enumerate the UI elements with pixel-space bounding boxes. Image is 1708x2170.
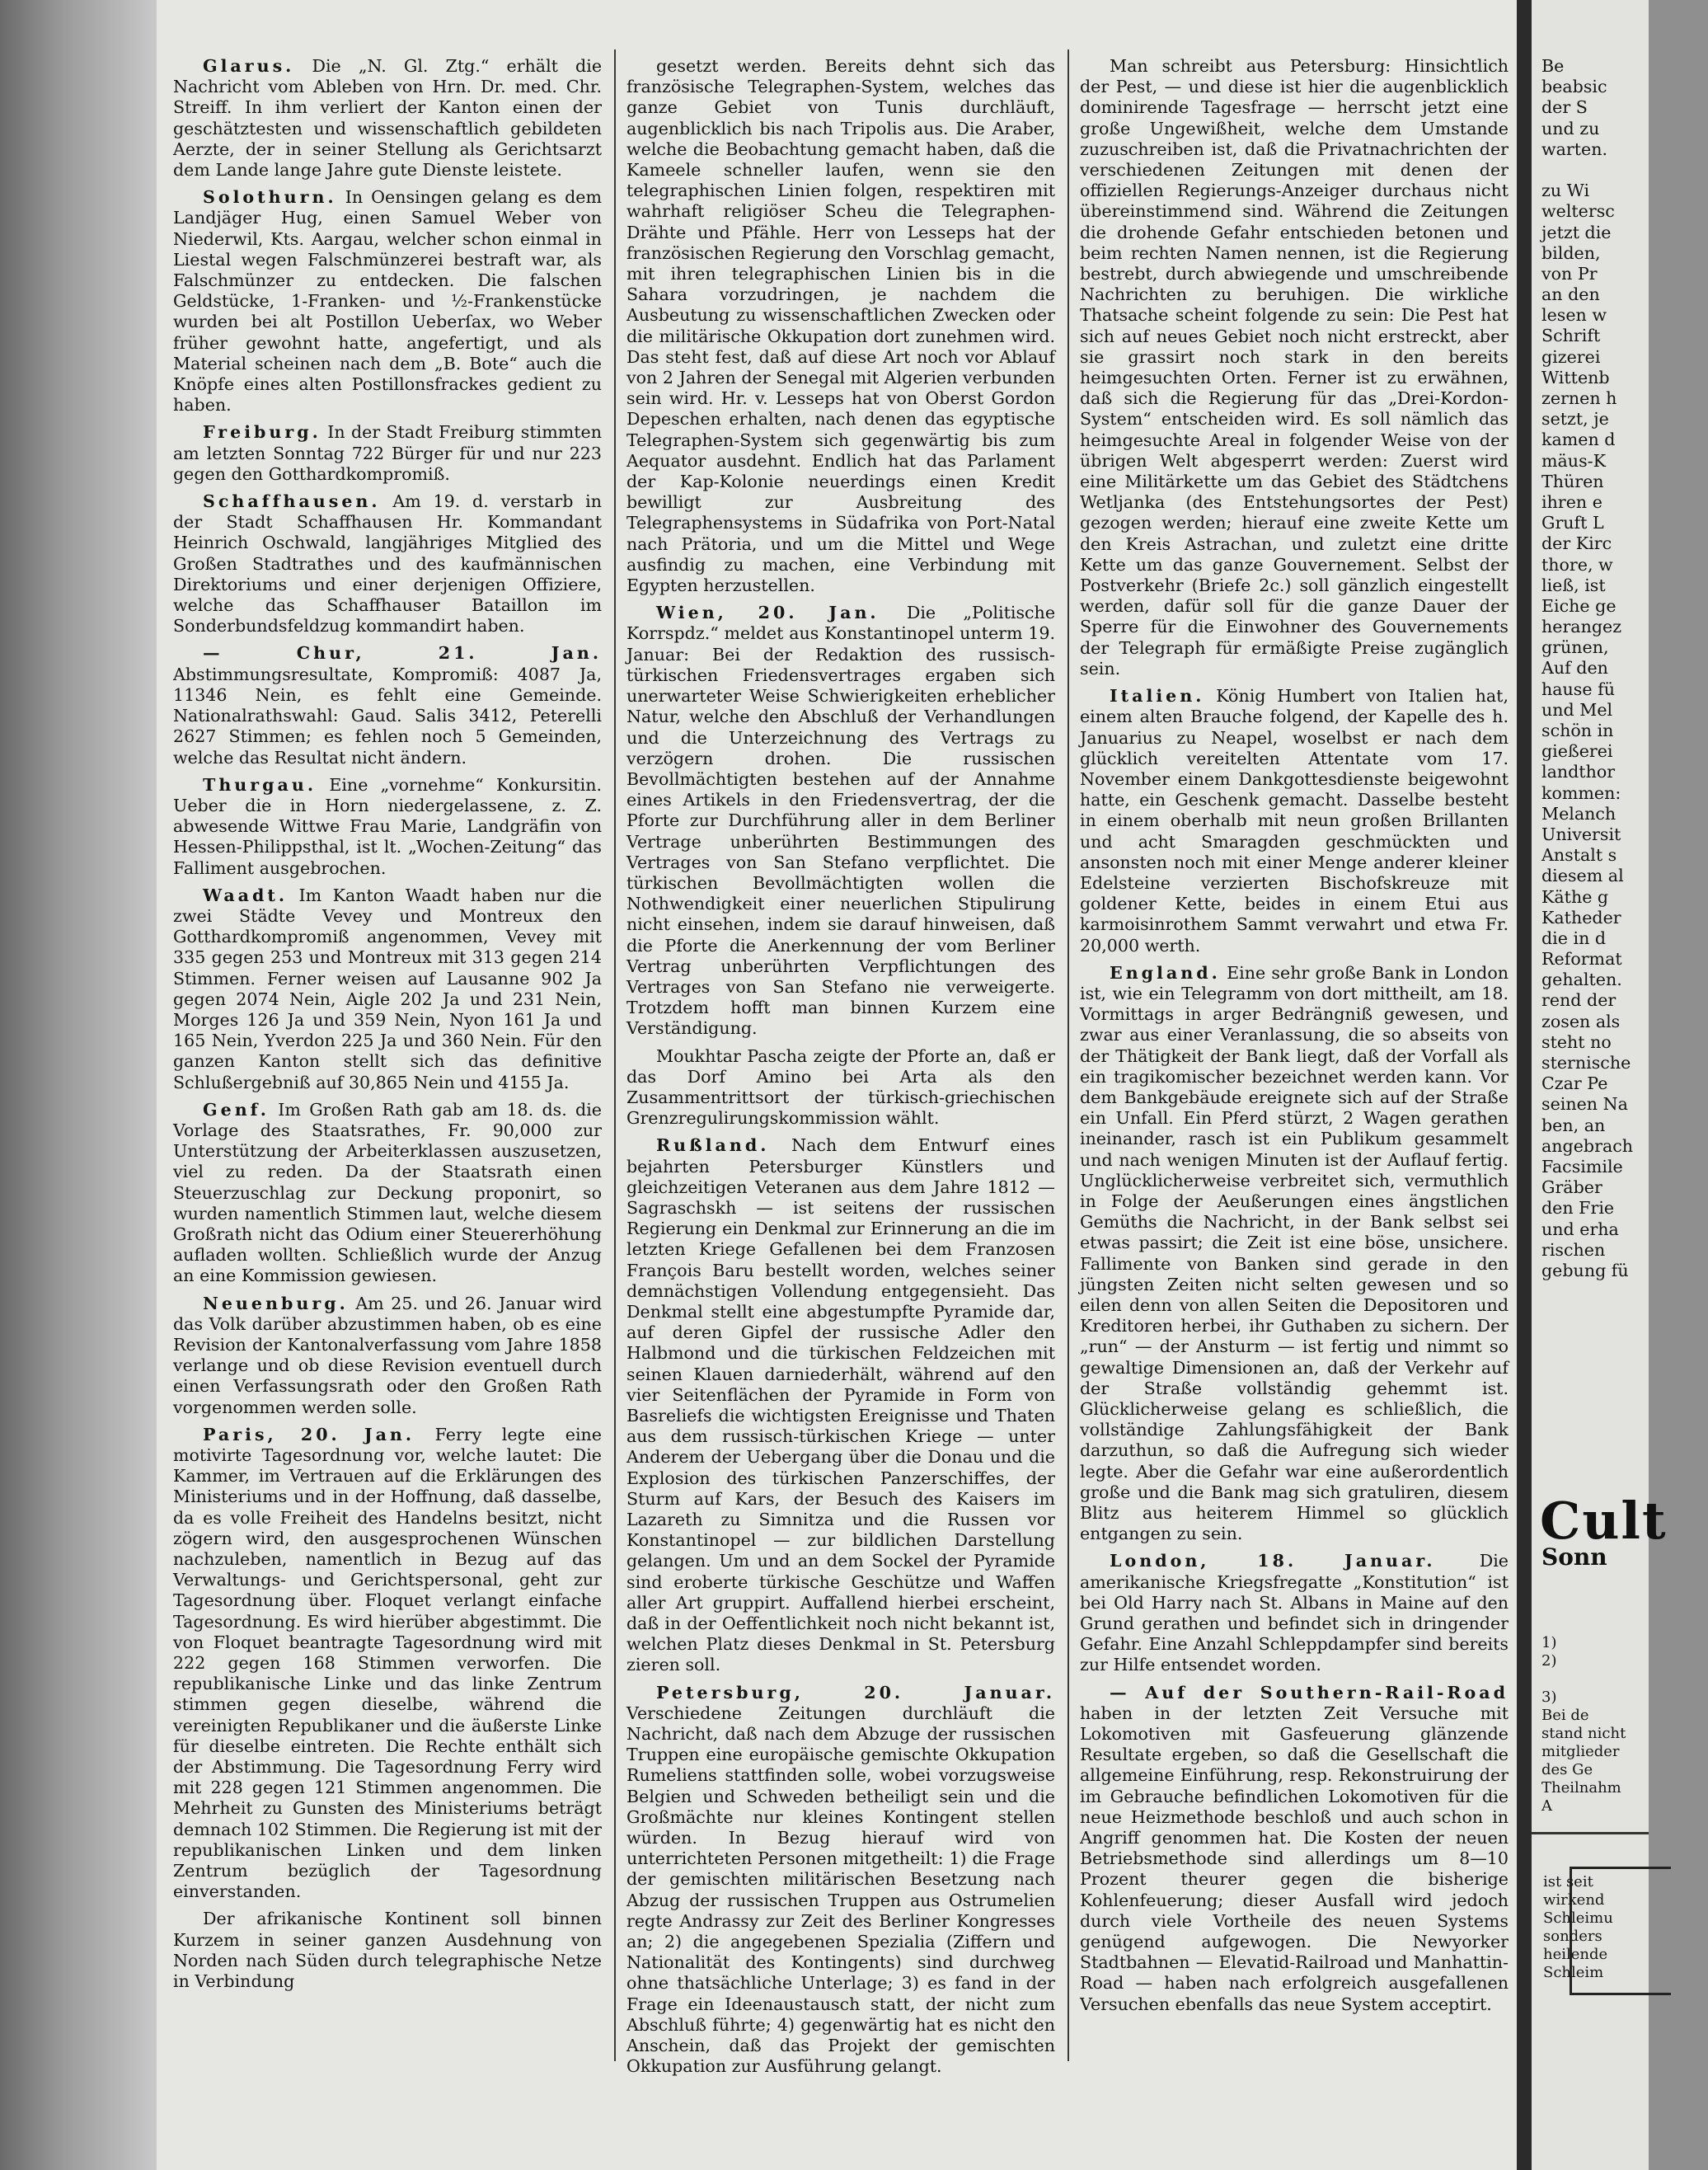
fragment-line: gizerei bbox=[1541, 346, 1601, 367]
fragment-line: ben, an bbox=[1541, 1115, 1606, 1135]
article-text: Moukhtar Pascha zeigte der Pforte an, daß er das Dorf Amino bei Arta als den Zusammentrittsort der türkisch-griechischen Grenzregulirungskommission wählt. bbox=[626, 1045, 1055, 1129]
fragment-line: gehalten. bbox=[1541, 970, 1622, 990]
fragment-line: A bbox=[1541, 1797, 1552, 1815]
fragment-line: Käthe g bbox=[1541, 886, 1609, 907]
column-1 bbox=[173, 56, 602, 1999]
fragment-line: mitglieder bbox=[1541, 1743, 1620, 1760]
fragment-line: ist seit bbox=[1543, 1873, 1593, 1891]
article-paragraph bbox=[626, 1135, 1055, 1675]
article-paragraph bbox=[173, 187, 602, 416]
article-paragraph bbox=[173, 56, 602, 181]
article-dateline: — Auf der Southern-Rail-Road bbox=[1110, 1682, 1509, 1703]
article-paragraph bbox=[173, 1425, 602, 1903]
fragment-line: Czar Pe bbox=[1541, 1073, 1608, 1094]
fragment-line: Auf den bbox=[1541, 658, 1608, 679]
article-paragraph bbox=[173, 422, 602, 485]
fragment-line: lesen w bbox=[1541, 305, 1607, 326]
article-dateline: Solothurn. bbox=[203, 187, 337, 208]
fragment-line: angebrach bbox=[1541, 1135, 1634, 1156]
fragment-line: grünen, bbox=[1541, 637, 1609, 658]
article-dateline: Schaffhausen. bbox=[203, 491, 381, 512]
fragment-line: heilende bbox=[1543, 1946, 1608, 1963]
fragment-line: Wittenb bbox=[1541, 367, 1610, 388]
fragment-line: und Mel bbox=[1541, 699, 1613, 720]
fragment-line: Gräber bbox=[1541, 1177, 1602, 1198]
article-paragraph bbox=[173, 1909, 602, 1992]
fragment-line: Thüren bbox=[1541, 471, 1604, 491]
article-text: Die „Politische Korrspdz.“ meldet aus Konstantinopel unterm 19. Januar: Bei der Redaktion des russisch-türkischen Friedensvertrages ergaben sich unerwarteter Weise Schwierigkeiten erheblicher Natur, welche den Abschluß der Verhandlungen und die Unterzeichnung des Vertrags zu verzögern drohen. Die russischen Bevollmächtigten bestehen auf der Annahme eines Artikels in den Friedensvertrag, der die Pforte zur Durchführung aller in dem Berliner Vertrage unberührten Bestimmungen des Vertrages von San Stefano verpflichtet. Die türkischen Bevollmächtigten wollen die Nothwendigkeit einer neuerlichen Stipulirung nicht einsehen, indem sie darauf hinweisen, daß die Pforte die Anerkennung der vom Berliner Vertrag unberührten Verpflichtungen des Vertrages von San Stefano nie verweigerte. Trotzdem hofft man binnen Kurzem eine Verständigung. bbox=[626, 603, 1056, 1039]
fragment-line: Theilnahm bbox=[1541, 1779, 1621, 1797]
newspaper-page bbox=[157, 0, 1517, 2170]
adjacent-rule bbox=[1532, 1832, 1649, 1834]
article-dateline: Wien, 20. Jan. bbox=[656, 603, 880, 623]
fragment-line: zosen als bbox=[1541, 1011, 1621, 1031]
column-divider-1 bbox=[614, 49, 616, 2061]
article-dateline: England. bbox=[1110, 962, 1221, 983]
article-dateline: Waadt. bbox=[203, 885, 289, 905]
fragment-line: mäus-K bbox=[1541, 450, 1606, 471]
article-text: Abstimmungsresultate, Kompromiß: 4087 Ja, 11346 Nein, es fehlt eine Gemeinde. Nationalrathswahl: Gaud. Salis 3412, Peterelli 2627 Stimmen; es fehlen noch 5 Gemeinden, welche das Resultat nicht ändern. bbox=[173, 664, 602, 768]
article-paragraph bbox=[626, 1046, 1055, 1130]
fragment-line: Reformat bbox=[1541, 949, 1622, 970]
article-text: Die „N. Gl. Ztg.“ erhält die Nachricht vom Ableben von Hrn. Dr. med. Chr. Streiff. In ihm verliert der Kanton einen der geschätztesten und wissenschaftlich gebildeten Aerzte, der in seiner Stellung als Gerichtsarzt dem Lande lange Jahre gute Dienste leistete. bbox=[173, 56, 603, 181]
fragment-line: und zu bbox=[1541, 118, 1600, 139]
fragment-line: 2) bbox=[1541, 1652, 1557, 1670]
adjacent-column-fragment bbox=[1541, 56, 1706, 1281]
fragment-line: Katheder bbox=[1541, 907, 1621, 928]
adjacent-heading: Cult bbox=[1540, 1491, 1668, 1551]
fragment-line: diesem al bbox=[1541, 866, 1624, 886]
fragment-line: steht no bbox=[1541, 1031, 1612, 1052]
article-paragraph bbox=[626, 1683, 1055, 2078]
article-text: Man schreibt aus Petersburg: Hinsichtlich der Pest, — und diese ist hier die augenblicklich dominirende Tagesfrage — herrscht jetzt eine große Ungewißheit, welche dem Umstande zuzuschreiben ist, daß die Privatnachrichten der verschiedenen Zeitungen mit denen der offiziellen Regierungs-Anzeiger durchaus nicht übereinstimmend sind. Während die Zeitungen die drohende Gefahr entschieden betonen und beim rechten Namen nennen, ist die Regierung bestrebt, durch abwiegende und umschreibende Nachrichten zu beruhigen. Die wirkliche Thatsache scheint folgende zu sein: Die Pest hat sich auf neues Gebiet noch nicht erstreckt, aber sie grassirt noch stark in den bereits heimgesuchten Orten. Ferner ist zu erwähnen, daß sich die Regierung für das „Drei-Kordon-System“ entscheiden wird. Es soll nämlich das heimgesuchte Areal in folgender Weise von der übrigen Welt abgesperrt werden: Zuerst wird eine Militärkette um das Gebiet des Städtchens Wetljanka (des Entstehungsortes der Pest) gezogen werden; hierauf eine zweite Kette um den Kreis Astrachan, und zuletzt eine dritte Kette um das ganze Gouvernement. Selbst der Postverkehr (Briefe 2c.) soll gänzlich eingestellt werden, dafür soll für die ganze Dauer der Sperre für die Einwohner des Gouvernements der Telegraph für ermäßigte Preise zugänglich sein. bbox=[1080, 56, 1509, 679]
fragment-line: der Kirc bbox=[1541, 533, 1612, 554]
fragment-line: hause fü bbox=[1541, 679, 1615, 699]
article-paragraph bbox=[626, 603, 1055, 1039]
fragment-line: kommen: bbox=[1541, 782, 1621, 803]
fragment-line: Bei de bbox=[1541, 1707, 1589, 1724]
fragment-line: gießerei bbox=[1541, 741, 1613, 762]
fragment-line: Anstalt s bbox=[1541, 845, 1617, 866]
fragment-line: Eiche ge bbox=[1541, 595, 1616, 616]
fragment-line: Schleimu bbox=[1543, 1909, 1613, 1927]
article-dateline: London, 18. Januar. bbox=[1110, 1551, 1436, 1571]
fragment-line: den Frie bbox=[1541, 1198, 1615, 1219]
fragment-line: Schrift bbox=[1541, 326, 1601, 346]
article-text: Der afrikanische Kontinent soll binnen Kurzem in seiner ganzen Ausdehnung von Norden nach Süden durch telegraphische Netze in Verbindung bbox=[173, 1909, 602, 1992]
article-paragraph bbox=[626, 56, 1055, 596]
article-text: Eine sehr große Bank in London ist, wie ein Telegramm von dort mittheilt, am 18. Vormittags in arger Bedrängniß gewesen, und zwar aus einer Veranlassung, die so abseits von der Thätigkeit der Bank liegt, daß der Vorfall als ein tragikomischer bezeichnet werden kann. Vor dem Bankgebäude ereignete sich auf der Straße ein Unfall. Ein Pferd stürzt, 2 Wagen gerathen ineinander, rasch ist ein Publikum gesammelt und nach wenigen Minuten ist der Auflauf fertig. Unglücklicherweise verbreitet sich, vermuthlich in Folge der Aeußerungen eines ängstlichen Gemüths die Nachricht, in der Bank selbst sei etwas passirt; die Zeit ist eine böse, unsichere. Fallimente von Banken sind gerade in den jüngsten Zeiten nicht selten gewesen und so eilen denn von allen Seiten die Depositoren und Kreditoren herbei, ihr Guthaben zu sichern. Der „run“ — der Ansturm — ist fertig und nimmt so gewaltige Dimensionen an, daß der Verkehr auf der Straße vollständig gehemmt ist. Glücklicherweise gelang es schließlich, die vollständige Zahlungsfähigkeit der Bank darzuthun, so daß die Aufregung sich wieder legte. Aber die Gefahr war eine außerordentlich große und die Bank mag sich gratuliren, diesem Blitz aus heiterem Himmel so glücklich entgangen zu sein. bbox=[1080, 962, 1509, 1544]
fragment-line: der S bbox=[1541, 97, 1588, 118]
fragment-line: des Ge bbox=[1541, 1761, 1593, 1778]
fragment-line: ließ, ist bbox=[1541, 575, 1606, 595]
fragment-line: und erha bbox=[1541, 1219, 1619, 1239]
adjacent-subheading: Sonn bbox=[1541, 1543, 1607, 1571]
article-paragraph bbox=[173, 643, 602, 768]
fragment-line: sonders bbox=[1543, 1928, 1602, 1945]
article-paragraph bbox=[173, 1294, 602, 1418]
article-dateline: Italien. bbox=[1110, 686, 1205, 707]
fragment-line: seinen Na bbox=[1541, 1094, 1628, 1115]
fragment-line: wirkend bbox=[1543, 1891, 1605, 1909]
article-paragraph bbox=[1080, 686, 1509, 956]
column-3 bbox=[1080, 56, 1509, 2022]
fragment-line: sternische bbox=[1541, 1053, 1631, 1073]
article-paragraph bbox=[1080, 963, 1509, 1545]
fragment-line: 1) bbox=[1541, 1634, 1557, 1651]
fragment-line: herangez bbox=[1541, 617, 1622, 637]
article-text: König Humbert von Italien hat, einem alten Brauche folgend, der Kapelle des h. Januarius zu Neapel, woselbst er nach dem glücklich vereitelten Attentate vom 17. November einem Dankgottesdienste beigewohnt hatte, ein Geschenk gemacht. Dasselbe besteht in einem oberhalb mit neun großen Brillanten und acht Smaragden geschmückten und ansonsten noch mit einer Menge anderer kleiner Edelsteine verzierten Bischofskreuze mit goldener Kette, beides in einem Etui aus karmoisinrothem Sammt verwahrt und etwa Fr. 20,000 werth. bbox=[1080, 686, 1509, 956]
article-text: Am 19. d. verstarb in der Stadt Schaffhausen Hr. Kommandant Heinrich Oschwald, langjähriges Mitglied des Großen Stadtrathes und des kaufmännischen Direktoriums und einer derjenigen Offiziere, welche das Schaffhauser Bataillon im Sonderbundsfeldzug kommandirt haben. bbox=[173, 491, 603, 636]
fragment-line: 3) bbox=[1541, 1689, 1557, 1706]
fragment-line: stand nicht bbox=[1541, 1725, 1626, 1742]
article-text: Ferry legte eine motivirte Tagesordnung vor, welche lautet: Die Kammer, im Vertrauen auf die Erklärungen des Ministeriums und in der Hoffnung, daß dasselbe, da es volle Freiheit des Handelns besitzt, nicht zögern wird, den ausgesprochenen Wünschen nachzuleben, namentlich in Bezug auf das Verwaltungs- und Gerichtspersonal, geht zur Tagesordnung über. Floquet verlangt einfache Tagesordnung. Es wird hierüber abgestimmt. Die von Floquet beantragte Tagesordnung wird mit 222 gegen 168 Stimmen verworfen. Die republikanische Linke und das linke Zentrum stimmen gegen dieselbe, während die vereinigten Republikaner und die äußerste Linke für dieselbe eintreten. Die Rechte enthält sich der Abstimmung. Die Tagesordnung Ferry wird mit 228 gegen 121 Stimmen angenommen. Die Mehrheit zu Gunsten des Ministeriums beträgt demnach 102 Stimmen. Die Regierung ist mit der republikanischen Linken und dem linken Zentrum bezüglich der Tagesordnung einverstanden. bbox=[173, 1424, 602, 1902]
fragment-line: Facsimile bbox=[1541, 1156, 1623, 1177]
article-dateline: Genf. bbox=[203, 1099, 270, 1120]
fragment-line: an den bbox=[1541, 284, 1600, 305]
article-paragraph bbox=[1080, 56, 1509, 679]
fragment-line: setzt, je bbox=[1541, 409, 1609, 430]
article-text: Verschiedene Zeitungen durchläuft die Nachricht, daß nach dem Abzuge der russischen Truppen eine europäische gemischte Okkupation Rumeliens stattfinden solle, wobei vorzugsweise Belgien und Schweden betheiligt sein und die Großmächte nur kleines Kontingent stellen würden. In Bezug hierauf wird von unterrichteten Personen mitgetheilt: 1) die Frage der gemischten militärischen Besetzung nach Abzug der russischen Truppen aus Ostrumelien regte Andrassy zur Zeit des Berliner Kongresses an; 2) die angegebenen Spezialia (Ziffern und Nationalität des Kontingents) sind durchweg ohne thatsächliche Unterlage; 3) es fand in der Frage ein Ideenaustausch statt, der nicht zum Abschluß führte; 4) gegenwärtig hat es nicht den Anschein, daß das Projekt der gemischten Okkupation zur Ausführung gelangt. bbox=[626, 1703, 1055, 2077]
fragment-line: Schleim bbox=[1543, 1964, 1604, 1981]
page-gutter bbox=[1517, 0, 1532, 2170]
article-dateline: Neuenburg. bbox=[203, 1293, 349, 1313]
fragment-line: beabsic bbox=[1541, 77, 1607, 97]
article-text: Nach dem Entwurf eines bejahrten Petersburger Künstlers und gleichzeitigen Veteranen aus dem Jahre 1812 — Sagraschskh — ist seitens der russischen Regierung ein Denkmal zur Erinnerung an die im letzten Kriege Gefallenen bei dem Franzosen François Baru bestellt worden, welches seiner demnächstigen Vollendung entgegensieht. Das Denkmal stellt eine abgestumpfte Pyramide dar, auf deren Gipfel der russische Adler den Halbmond und die türkischen Feldzeichen mit seinen Klauen darniederhält, während auf den vier Seitenflächen der Pyramide in Form von Basreliefs die wichtigsten Ereignisse und Thaten aus dem russisch-türkischen Kriege — unter Anderem der Uebergang über die Donau und die Explosion des türkischen Panzerschiffes, der Sturm auf Kars, der Besuch des Kaisers im Lazareth zu Simnitza und die Russen vor Konstantinopel — zur bildlichen Darstellung gelangen. Um und an dem Sockel der Pyramide sind eroberte türkische Geschütze und Waffen aller Art gruppirt. Auffallend hierbei erscheint, daß in der Oeffentlichkeit noch nicht bekannt ist, welchen Platz dieses Denkmal in St. Petersburg zieren soll. bbox=[626, 1135, 1056, 1675]
article-paragraph bbox=[1080, 1683, 1509, 2015]
fragment-line: von Pr bbox=[1541, 263, 1598, 284]
article-text: haben in der letzten Zeit Versuche mit Lokomotiven mit Gasfeuerung glänzende Resultate ergeben, so daß die Gesellschaft die allgemeine Einführung, resp. Rekonstruirung der im Gebrauche befindlichen Lokomotiven für die neue Heizmethode beschloß und auch schon in Angriff genommen hat. Die Kosten der neuen Betriebsmethode sind allerdings um 8—10 Prozent theurer gegen die bisherige Kohlenfeuerung; dieser Ausfall wird jedoch durch viele Vortheile des neuen Systems genügend aufgewogen. Die Newyorker Stadtbahnen — Elevatid-Railroad und Manhattin-Road — haben nach erfolgreich ausgefallenen Versuchen ebenfalls das neue System acceptirt. bbox=[1080, 1703, 1509, 2014]
article-dateline: Thurgau. bbox=[203, 774, 317, 795]
article-dateline: Glarus. bbox=[203, 56, 295, 76]
fragment-line: weltersc bbox=[1541, 201, 1615, 222]
fragment-line: zernen h bbox=[1541, 388, 1617, 408]
fragment-line: rend der bbox=[1541, 990, 1616, 1011]
article-dateline: — Chur, 21. Jan. bbox=[203, 643, 602, 664]
article-paragraph bbox=[173, 491, 602, 636]
fragment-line: gebung fü bbox=[1541, 1260, 1629, 1280]
article-text: Im Kanton Waadt haben nur die zwei Städte Vevey und Montreux den Gotthardkompromiß angenommen, Vevey mit 335 gegen 253 und Montreux mit 313 gegen 214 Stimmen. Ferner weisen auf Lausanne 902 Ja gegen 2074 Nein, Aigle 202 Ja und 231 Nein, Morges 126 Ja und 359 Nein, Nyon 161 Ja und 165 Nein, Yverdon 225 Ja und 360 Nein. Für den ganzen Kanton stellt sich das definitive Schlußergebniß auf 30,865 Nein und 4155 Ja. bbox=[173, 885, 603, 1092]
fragment-line: Melanch bbox=[1541, 803, 1616, 824]
article-text: In Oensingen gelang es dem Landjäger Hug, einen Samuel Weber von Niederwil, Kts. Aargau, welcher schon einmal in Liestal wegen Falschmünzerei bestraft war, als Falschmünzer zu entdecken. Die falschen Geldstücke, 1-Franken- und ½-Frankenstücke wurden bei alt Postillon Ueberſax, wo Weber früher gewohnt hatte, angefertigt, und als Material scheinen nach dem „B. Bote“ auch die Knöpfe eines alten Postillonsfrackes gedient zu haben. bbox=[173, 187, 603, 416]
fragment-line: ihren e bbox=[1541, 491, 1602, 512]
fragment-line: zu Wi bbox=[1541, 181, 1590, 201]
scan-left-edge bbox=[0, 0, 157, 2170]
fragment-line: Gruft L bbox=[1541, 513, 1604, 533]
article-dateline: Paris, 20. Jan. bbox=[203, 1424, 415, 1444]
article-text: Eine „vornehme“ Konkursitin. Ueber die in Horn niedergelassene, z. Z. abwesende Wittwe Frau Marie, Landgräfin von Hessen-Philippsthal, ist lt. „Wochen-Zeitung“ das Falliment ausgebrochen. bbox=[173, 774, 603, 878]
fragment-line: kamen d bbox=[1541, 430, 1616, 450]
adjacent-page bbox=[1532, 0, 1668, 2170]
fragment-line bbox=[1541, 160, 1706, 181]
fragment-line: bilden, bbox=[1541, 242, 1601, 263]
fragment-line: thore, w bbox=[1541, 554, 1613, 575]
fragment-line: warten. bbox=[1541, 139, 1608, 159]
article-paragraph bbox=[173, 775, 602, 879]
article-dateline: Freiburg. bbox=[203, 422, 321, 443]
article-dateline: Rußland. bbox=[656, 1135, 770, 1156]
column-divider-2 bbox=[1068, 49, 1069, 2061]
article-paragraph bbox=[1080, 1551, 1509, 1675]
article-paragraph bbox=[173, 885, 602, 1093]
article-paragraph bbox=[173, 1100, 602, 1287]
article-text: Die amerikanische Kriegsfregatte „Konstitution“ ist bei Old Harry nach St. Albans in Maine auf den Grund gerathen und befindet sich in dringender Gefahr. Eine Anzahl Schleppdampfer sind bereits zur Hilfe entsendet worden. bbox=[1080, 1551, 1509, 1675]
fragment-line: Universit bbox=[1541, 824, 1621, 844]
fragment-line bbox=[1541, 1670, 1706, 1689]
article-dateline: Petersburg, 20. Januar. bbox=[656, 1682, 1055, 1703]
fragment-line: Be bbox=[1541, 56, 1565, 76]
adjacent-list bbox=[1541, 1634, 1706, 1815]
column-2 bbox=[626, 56, 1055, 2084]
fragment-line: rischen bbox=[1541, 1239, 1606, 1260]
article-text: gesetzt werden. Bereits dehnt sich das französische Telegraphen-System, welches das ganze Gebiet von Tunis durchläuft, augenblicklich bis nach Tripolis aus. Die Araber, welche die Beobachtung gemacht haben, daß die Kameele schneller laufen, wenn sie den telegraphischen Linien folgen, respektiren mit wahrhaft religiöser Scheu die Telegraphen-Drähte und Pfähle. Herr von Lesseps hat der französischen Regierung den Vorschlag gemacht, mit ihren telegraphischen Linien bis in die Sahara vorzudringen, je nachdem die Ausbeutung zu wissenschaftlichen Zwecken oder die militärische Okkupation dort zunehmen wird. Das steht fest, daß auf diese Art noch vor Ablauf von 2 Jahren der Senegal mit Algerien verbunden sein wird. Hr. v. Lesseps hat von Oberst Gordon Depeschen erhalten, nach denen das egyptische Telegraphen-System sich gegenwärtig bis zum Aequator ausdehnt. Endlich hat das Parlament der Kap-Kolonie neuerdings einen Kredit bewilligt zur Ausbreitung des Telegraphensystems in Südafrika von Port-Natal nach Prätoria, und um die Mittel und Wege ausfindig zu machen, eine Verbindung mit Egypten herzustellen. bbox=[626, 56, 1055, 596]
fragment-line: schön in bbox=[1541, 721, 1614, 740]
fragment-line: landthor bbox=[1541, 762, 1616, 782]
article-text: In der Stadt Freiburg stimmten am letzten Sonntag 722 Bürger für und nur 223 gegen den Gotthardkompromiß. bbox=[173, 422, 603, 484]
fragment-line: jetzt die bbox=[1541, 222, 1612, 242]
article-text: Im Großen Rath gab am 18. ds. die Vorlage des Staatsrathes, Fr. 90,000 zur Unterstützung der Arbeiterklassen auszusetzen, viel zu reden. Da der Staatsrath einen Steuerzuschlag zur Deckung proponirt, so wurden namentlich Stimmen laut, welche diesem Großrath nicht das Odium einer Steuererhöhung aufladen wollten. Schließlich wurde der Anzug an eine Kommission gewiesen. bbox=[173, 1099, 602, 1286]
article-text: Am 25. und 26. Januar wird das Volk darüber abzustimmen haben, ob es eine Revision der Kantonalverfassung vom Jahre 1858 verlange und ob diese Revision eventuell durch einen Verfassungsrath oder den Großen Rath vorgenommen werden solle. bbox=[173, 1293, 603, 1417]
adjacent-ad-text bbox=[1543, 1873, 1708, 1982]
fragment-line: die in d bbox=[1541, 928, 1607, 948]
